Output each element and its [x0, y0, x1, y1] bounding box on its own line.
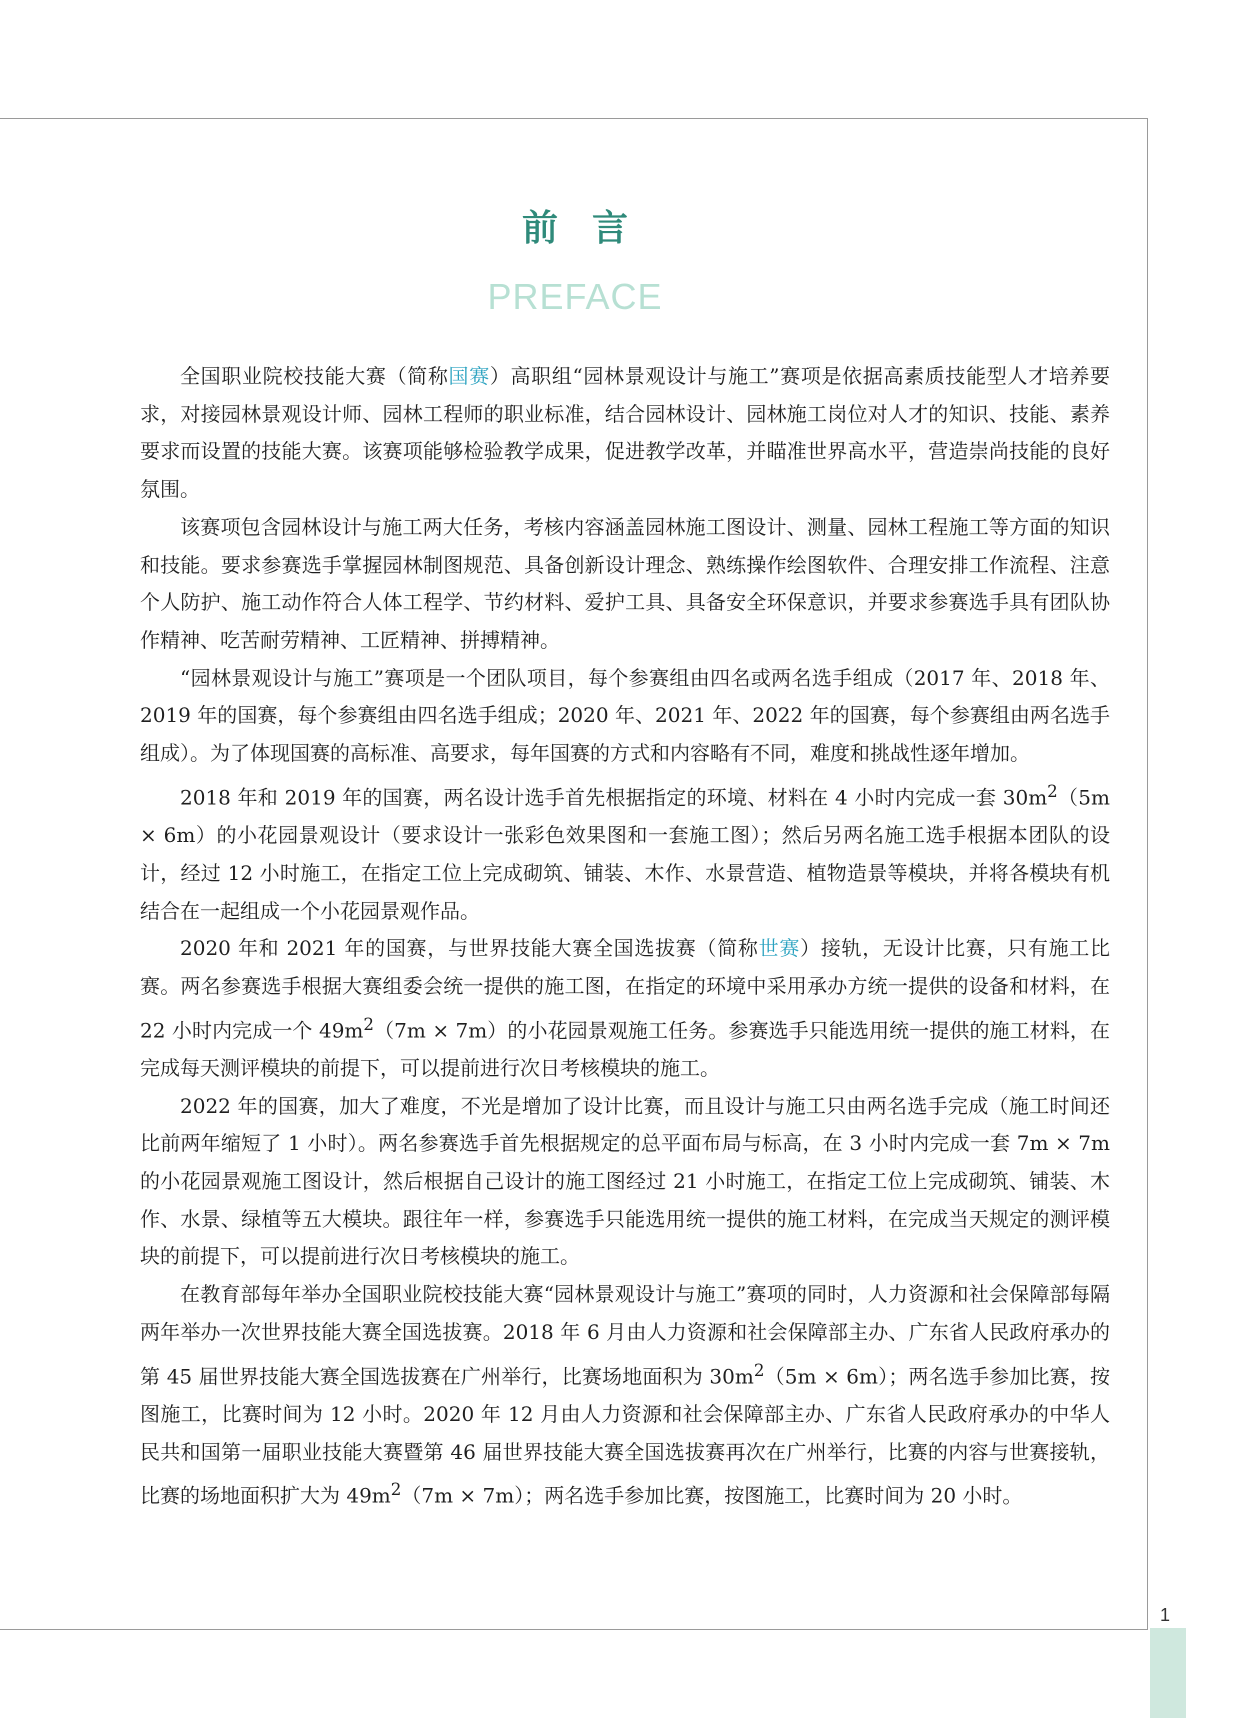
superscript: 2: [363, 1014, 374, 1034]
preface-body: [140, 358, 1110, 1516]
highlight-term: 国赛: [448, 364, 490, 388]
superscript: 2: [1047, 781, 1058, 801]
paragraph-3: [140, 660, 1110, 773]
paragraph-text: （7m × 7m）的小花园景观施工任务。参赛选手只能选用统一提供的施工材料，在完成每天测评模块的前提下，可以提前进行次日考核模块的施工。: [140, 1018, 1110, 1080]
page-edge-tab: [1150, 1628, 1186, 1718]
superscript: 2: [753, 1360, 765, 1380]
page-title: 前言: [521, 208, 662, 249]
paragraph-4: [140, 773, 1110, 930]
paragraph-2: [140, 509, 1110, 660]
paragraph-text: “园林景观设计与施工”赛项是一个团队项目，每个参赛组由四名或两名选手组成（2017 年、2018 年、2019 年的国赛，每个参赛组由四名选手组成；2020 年、2021 年、2022 年的国赛，每个参赛组由两名选手组成）。为了体现国赛的高标准、高要求，每年国赛的方式和内容略有不同，难度和挑战性逐年增加。: [140, 665, 1110, 766]
page-subtitle: PREFACE: [487, 276, 663, 317]
paragraph-text: ）高职组“园林景观设计与施工”赛项是依据高素质技能型人才培养要求，对接园林景观设计师、园林工程师的职业标准，结合园林设计、园林施工岗位对人才的知识、技能、素养要求而设置的技能大赛。该赛项能够检验教学成果，促进教学改革，并瞄准世界高水平，营造崇尚技能的良好氛围。: [140, 364, 1111, 502]
paragraph-5: [140, 930, 1110, 1087]
superscript: 2: [390, 1480, 402, 1500]
paragraph-text: （5m × 6m）；两名选手参加比赛，按图施工，比赛时间为 12 小时。2020 年 12 月由人力资源和社会保障部主办、广东省人民政府承办的中华人民共和国第一届职业技能大赛暨第 46 届世界技能大赛全国选拔赛再次在广州举行，比赛的内容与世赛接轨，比赛的场地面积扩大为 49m: [140, 1364, 1111, 1509]
paragraph-text: 在教育部每年举办全国职业院校技能大赛“园林景观设计与施工”赛项的同时，人力资源和社会保障部每隔两年举办一次世界技能大赛全国选拔赛。2018 年 6 月由人力资源和社会保障部主办、广东省人民政府承办的第 45 届世界技能大赛全国选拔赛在广州举行，比赛场地面积为 30m: [140, 1282, 1110, 1389]
paragraph-text: 全国职业院校技能大赛（简称: [180, 364, 449, 388]
highlight-term: 世赛: [758, 936, 801, 961]
page-number: 1: [1160, 1605, 1171, 1625]
paragraph-7: [140, 1276, 1110, 1516]
paragraph-text: （5m × 6m）的小花园景观设计（要求设计一张彩色效果图和一套施工图）；然后另两名施工选手根据本团队的设计，经过 12 小时施工，在指定工位上完成砌筑、铺装、木作、水景营造、植物造景等模块，并将各模块有机结合在一起组成一个小花园景观作品。: [140, 785, 1110, 923]
paragraph-text: 2018 年和 2019 年的国赛，两名设计选手首先根据指定的环境、材料在 4 小时内完成一套 30m: [180, 785, 1048, 810]
paragraph-text: 该赛项包含园林设计与施工两大任务，考核内容涵盖园林施工图设计、测量、园林工程施工等方面的知识和技能。要求参赛选手掌握园林制图规范、具备创新设计理念、熟练操作绘图软件、合理安排工作流程、注意个人防护、施工动作符合人体工程学、节约材料、爱护工具、具备安全环保意识，并要求参赛选手具有团队协作精神、吃苦耐劳精神、工匠精神、拼搏精神。: [140, 514, 1110, 652]
paragraph-text: ）接轨，无设计比赛，只有施工比赛。两名参赛选手根据大赛组委会统一提供的施工图，在指定的环境中采用承办方统一提供的设备和材料，在 22 小时内完成一个 49m: [140, 936, 1111, 1043]
paragraph-1: [140, 358, 1110, 509]
paragraph-text: 2022 年的国赛，加大了难度，不光是增加了设计比赛，而且设计与施工只由两名选手完成（施工时间还比前两年缩短了 1 小时）。两名参赛选手首先根据规定的总平面布局与标高，在 3 小时内完成一套 7m × 7m 的小花园景观施工图设计，然后根据自己设计的施工图经过 21 小时施工，在指定工位上完成砌筑、铺装、木作、水景、绿植等五大模块。跟往年一样，参赛选手只能选用统一提供的施工材料，在完成当天规定的测评模块的前提下，可以提前进行次日考核模块的施工。: [140, 1093, 1110, 1269]
paragraph-text: （7m × 7m）；两名选手参加比赛，按图施工，比赛时间为 20 小时。: [401, 1484, 1023, 1509]
paragraph-6: [140, 1088, 1110, 1277]
paragraph-text: 2020 年和 2021 年的国赛，与世界技能大赛全国选拔赛（简称: [180, 936, 759, 961]
